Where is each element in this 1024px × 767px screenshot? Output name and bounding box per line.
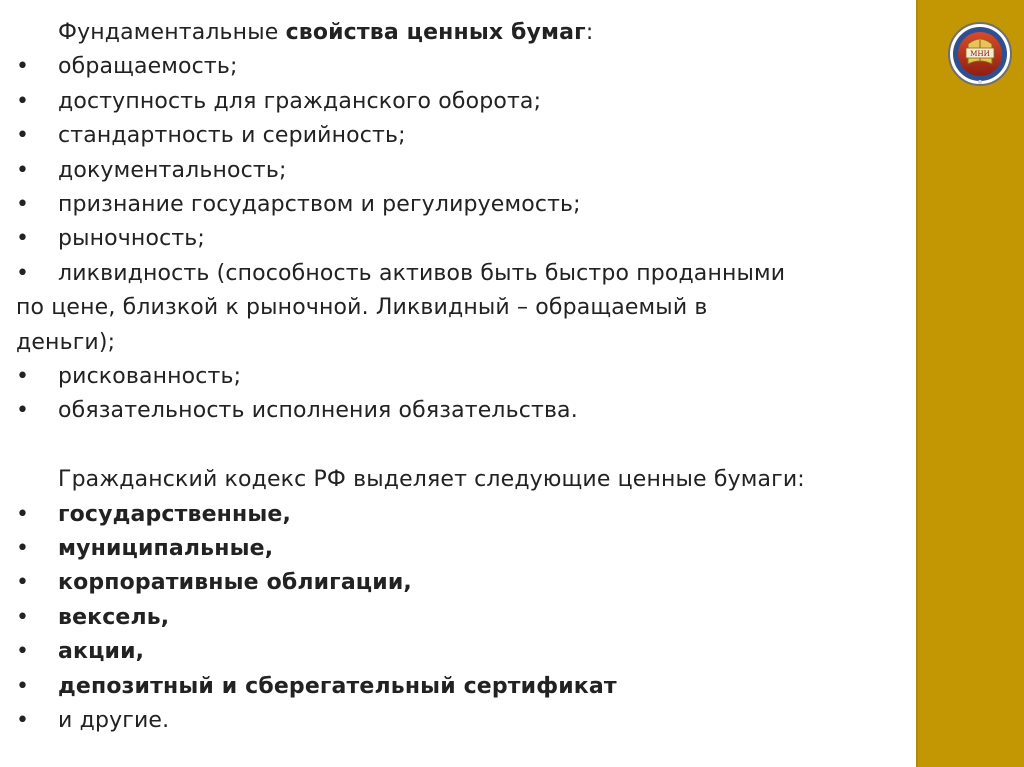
- bullet: •: [16, 639, 30, 665]
- list-item: [16, 704, 906, 738]
- bullet: •: [16, 157, 30, 183]
- list-item: [16, 257, 906, 291]
- security-text: депозитный и сберегательный сертификат: [58, 673, 617, 699]
- sidebar: [916, 0, 1024, 767]
- bullet: •: [16, 570, 30, 596]
- security-text: и другие.: [58, 708, 170, 734]
- bullet: •: [16, 192, 30, 218]
- institute-logo-icon: [946, 14, 1014, 96]
- list-item: [16, 394, 906, 428]
- bullet: •: [16, 364, 30, 390]
- list-item: [16, 566, 906, 600]
- liquidity-continuation: деньги);: [16, 329, 116, 355]
- security-text: муниципальные,: [58, 536, 274, 562]
- list-item: [16, 498, 906, 532]
- list-item: [16, 85, 906, 119]
- slide-content: [16, 16, 906, 739]
- bullet: •: [16, 88, 30, 114]
- list-item: [16, 670, 906, 704]
- bullet: •: [16, 226, 30, 252]
- property-text: доступность для гражданского оборота;: [58, 88, 542, 114]
- bullet: •: [16, 673, 30, 699]
- list-item: [16, 119, 906, 153]
- security-text: государственные,: [58, 501, 291, 527]
- property-text: документальность;: [58, 157, 287, 183]
- intro-bold: свойства ценных бумаг: [285, 20, 586, 45]
- bullet: •: [16, 604, 30, 630]
- security-text: вексель,: [58, 604, 170, 630]
- intro-line: [16, 16, 906, 50]
- list-item: [16, 50, 906, 84]
- list-item: [16, 635, 906, 669]
- bullet: •: [16, 54, 30, 80]
- intro-prefix: Фундаментальные: [58, 20, 286, 45]
- bullet: •: [16, 260, 30, 286]
- security-text: акции,: [58, 639, 145, 665]
- spacer: [16, 429, 906, 463]
- intro-suffix: :: [585, 20, 594, 45]
- security-text: корпоративные облигации,: [58, 570, 412, 596]
- bullet: •: [16, 123, 30, 149]
- property-text: рискованность;: [58, 364, 242, 390]
- property-text: обязательность исполнения обязательства.: [58, 398, 578, 424]
- logo-text: МНИ: [970, 50, 990, 58]
- property-text: обращаемость;: [58, 54, 238, 80]
- liquidity-continuation: по цене, близкой к рыночной. Ликвидный – обращаемый в: [16, 295, 708, 321]
- list-item: [16, 532, 906, 566]
- list-item: [16, 360, 906, 394]
- property-text: признание государством и регулируемость;: [58, 192, 581, 218]
- bullet: •: [16, 398, 30, 424]
- list-item: [16, 188, 906, 222]
- bullet: •: [16, 536, 30, 562]
- property-text: рыночность;: [58, 226, 205, 252]
- bullet: •: [16, 501, 30, 527]
- code-heading: Гражданский кодекс РФ выделяет следующие ценные бумаги:: [58, 467, 805, 493]
- bullet: •: [16, 708, 30, 734]
- list-item: [16, 222, 906, 256]
- property-text: стандартность и серийность;: [58, 123, 406, 149]
- property-text: ликвидность (способность активов быть быстро проданными: [58, 260, 786, 286]
- list-item: [16, 154, 906, 188]
- list-item: [16, 601, 906, 635]
